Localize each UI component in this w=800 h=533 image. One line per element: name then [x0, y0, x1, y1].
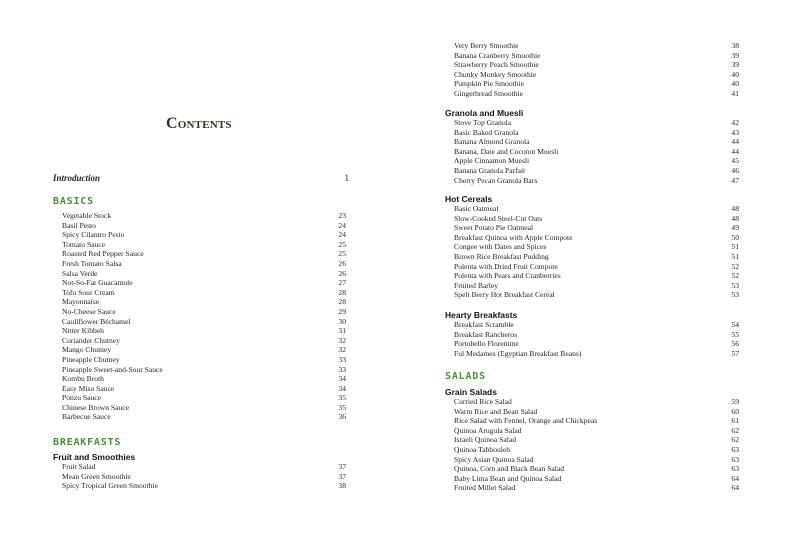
- toc-entry-page: 35: [338, 393, 346, 403]
- toc-entry: [62, 317, 346, 327]
- toc-entry-page: 24: [338, 220, 346, 230]
- toc-entry-page: 34: [338, 374, 346, 384]
- toc-entry-page: 23: [338, 211, 346, 220]
- toc-entry-page: 60: [731, 406, 739, 416]
- toc-entry-page: 46: [731, 165, 739, 175]
- toc-entry: [62, 384, 346, 394]
- toc-entry-name: Spicy Cilantro Pesto: [62, 230, 125, 240]
- toc-entry: [454, 339, 739, 349]
- toc-entry-page: 49: [731, 223, 739, 233]
- toc-entry-name: Brown Rice Breakfast Pudding: [454, 251, 549, 261]
- toc-entry-page: 56: [731, 339, 739, 349]
- toc-entry-name: Mayonnaise: [62, 297, 100, 307]
- toc-entry-page: 33: [338, 354, 346, 364]
- toc-entry-page: 59: [731, 397, 739, 406]
- toc-entry: [62, 481, 346, 491]
- subsection-heading-cereals: Hot Cereals: [445, 194, 493, 204]
- toc-entry-name: Tofu Sour Cream: [62, 287, 115, 297]
- granola-list: [454, 118, 739, 185]
- toc-entry-name: Nitter Kibbeh: [62, 326, 104, 336]
- right-page: [400, 0, 800, 533]
- toc-entry-name: Apple Cinnamon Muesli: [454, 156, 530, 166]
- toc-entry: [454, 214, 739, 224]
- toc-entry: [62, 249, 346, 259]
- toc-entry: [454, 70, 739, 80]
- toc-entry: [62, 336, 346, 346]
- toc-entry-name: Chunky Monkey Smoothie: [454, 69, 537, 79]
- toc-entry: [454, 89, 739, 99]
- toc-entry: [454, 464, 739, 474]
- toc-entry: [454, 435, 739, 445]
- toc-entry: [62, 307, 346, 317]
- toc-entry-name: Spicy Asian Quinoa Salad: [454, 454, 534, 464]
- toc-entry-page: 37: [338, 462, 346, 471]
- toc-entry-name: Barbecue Sauce: [62, 412, 111, 422]
- toc-entry: [62, 472, 346, 482]
- toc-entry-page: 53: [731, 280, 739, 290]
- toc-entry-page: 63: [731, 444, 739, 454]
- section-heading-basics: BASICS: [53, 196, 94, 207]
- toc-entry-page: 45: [731, 156, 739, 166]
- toc-entry: [454, 426, 739, 436]
- toc-entry-page: 57: [731, 348, 739, 358]
- toc-entry-name: Spicy Tropical Green Smoothie: [62, 481, 158, 491]
- toc-entry-name: Easy Miso Sauce: [62, 383, 115, 393]
- toc-entry-page: 42: [731, 118, 739, 127]
- toc-entry: [454, 483, 739, 493]
- toc-entry: [454, 349, 739, 359]
- toc-entry-page: 34: [338, 383, 346, 393]
- toc-entry-page: 41: [731, 88, 739, 98]
- page-title: Contents: [166, 115, 232, 132]
- toc-entry-name: No-Cheese Sauce: [62, 306, 116, 316]
- toc-entry-page: 32: [338, 335, 346, 345]
- toc-entry: [454, 242, 739, 252]
- toc-entry-page: 31: [338, 326, 346, 336]
- toc-entry-page: 62: [731, 435, 739, 445]
- toc-entry: [454, 223, 739, 233]
- toc-entry-name: Banana Almond Granola: [454, 137, 530, 147]
- toc-entry: [454, 330, 739, 340]
- toc-entry-page: 40: [731, 79, 739, 89]
- toc-entry-page: 43: [731, 127, 739, 137]
- fruit-list: [62, 462, 346, 491]
- basics-list: [62, 211, 346, 422]
- toc-entry-name: Baby Lima Bean and Quinoa Salad: [454, 473, 562, 483]
- toc-entry-name: Breakfast Rancheros: [454, 329, 518, 339]
- toc-entry-page: 61: [731, 416, 739, 426]
- toc-entry-page: 52: [731, 261, 739, 271]
- toc-entry-name: Kombu Broth: [62, 374, 104, 384]
- toc-entry-name: Vegetable Stock: [62, 211, 112, 220]
- toc-entry: [62, 230, 346, 240]
- toc-entry-name: Basic Baked Granola: [454, 127, 519, 137]
- toc-entry-page: 38: [731, 41, 739, 50]
- toc-entry: [454, 128, 739, 138]
- toc-entry-name: Fruited Barley: [454, 280, 499, 290]
- toc-entry-page: 54: [731, 320, 739, 329]
- toc-entry: [454, 416, 739, 426]
- toc-entry-page: 62: [731, 425, 739, 435]
- toc-entry: [62, 211, 346, 221]
- toc-entry-page: 63: [731, 464, 739, 474]
- toc-entry-page: 24: [338, 230, 346, 240]
- toc-entry: [454, 204, 739, 214]
- toc-entry-page: 37: [338, 471, 346, 481]
- toc-entry-name: Polenta with Dried Fruit Compote: [454, 261, 558, 271]
- toc-entry: [454, 252, 739, 262]
- toc-entry-page: 52: [731, 271, 739, 281]
- toc-entry: [454, 166, 739, 176]
- toc-entry-page: 64: [731, 483, 739, 493]
- toc-entry-name: Breakfast Quinoa with Apple Compote: [454, 232, 573, 242]
- toc-entry-name: Rice Salad with Fennel, Orange and Chickpeas: [454, 416, 598, 426]
- toc-entry-page: 63: [731, 454, 739, 464]
- section-heading-salads: SALADS: [445, 371, 486, 382]
- toc-entry: [62, 412, 346, 422]
- toc-entry: [454, 51, 739, 61]
- toc-entry: [454, 445, 739, 455]
- toc-entry-name: Coriander Chutney: [62, 335, 120, 345]
- toc-entry-name: Not-So-Fat Guacamole: [62, 278, 133, 288]
- toc-entry: [454, 271, 739, 281]
- toc-entry-page: 29: [338, 306, 346, 316]
- toc-entry: [62, 462, 346, 472]
- toc-entry-name: Strawberry Peach Smoothie: [454, 60, 539, 70]
- smoothies-list: [454, 41, 739, 99]
- toc-entry-name: Tomato Sauce: [62, 239, 106, 249]
- toc-entry-page: 35: [338, 402, 346, 412]
- toc-entry-page: 39: [731, 50, 739, 60]
- toc-entry-name: Sweet Potato Pie Oatmeal: [454, 223, 534, 233]
- toc-entry-name: Chinese Brown Sauce: [62, 402, 130, 412]
- toc-entry-name: Fruited Millet Salad: [454, 483, 516, 493]
- toc-entry-page: 30: [338, 316, 346, 326]
- toc-entry-name: Mango Chutney: [62, 345, 112, 355]
- toc-entry-name: Banana Granola Parfait: [454, 165, 526, 175]
- toc-entry: [62, 240, 346, 250]
- cereals-list: [454, 204, 739, 300]
- toc-intro-entry: [53, 173, 349, 183]
- toc-entry: [454, 156, 739, 166]
- toc-entry-page: 33: [338, 364, 346, 374]
- toc-entry-name: Curried Rice Salad: [454, 397, 512, 406]
- toc-entry: [62, 221, 346, 231]
- toc-entry: [62, 269, 346, 279]
- subsection-heading-granola: Granola and Muesli: [445, 108, 524, 118]
- toc-entry-page: 1: [344, 173, 349, 183]
- toc-entry: [454, 41, 739, 51]
- toc-entry-page: 55: [731, 329, 739, 339]
- toc-entry: [454, 147, 739, 157]
- toc-entry-name: Spelt Berry Hot Breakfast Cereal: [454, 290, 555, 300]
- grain-salads-list: [454, 397, 739, 493]
- toc-entry-page: 64: [731, 473, 739, 483]
- toc-entry: [454, 118, 739, 128]
- toc-entry-name: Portobello Florentine: [454, 339, 519, 349]
- toc-entry-name: Slow-Cooked Steel-Cut Oats: [454, 213, 543, 223]
- toc-entry: [454, 137, 739, 147]
- toc-entry-page: 50: [731, 232, 739, 242]
- subsection-heading-fruit: Fruit and Smoothies: [53, 452, 136, 462]
- toc-entry: [454, 60, 739, 70]
- toc-entry-name: Mean Green Smoothie: [62, 471, 131, 481]
- toc-entry-name: Pumpkin Pie Smoothie: [454, 79, 525, 89]
- toc-entry-name: Congee with Dates and Spices: [454, 242, 547, 252]
- toc-entry-page: 38: [338, 481, 346, 491]
- toc-entry-name: Israeli Quinoa Salad: [454, 435, 516, 445]
- hearty-list: [454, 320, 739, 358]
- toc-entry-page: 48: [731, 204, 739, 213]
- toc-entry: [454, 262, 739, 272]
- toc-entry-name: Pineapple Sweet-and-Sour Sauce: [62, 364, 163, 374]
- toc-entry-name: Pineapple Chutney: [62, 354, 120, 364]
- toc-entry: [62, 365, 346, 375]
- toc-entry-page: 32: [338, 345, 346, 355]
- toc-entry: [454, 474, 739, 484]
- toc-entry-page: 26: [338, 268, 346, 278]
- toc-entry-page: 47: [731, 175, 739, 185]
- toc-entry-page: 28: [338, 287, 346, 297]
- toc-entry: [454, 176, 739, 186]
- toc-entry-page: 25: [338, 239, 346, 249]
- toc-entry: [62, 288, 346, 298]
- toc-entry-name: Very Berry Smoothie: [454, 41, 519, 50]
- toc-entry-name: Quinoa, Corn and Black Bean Salad: [454, 464, 565, 474]
- toc-entry: [454, 407, 739, 417]
- toc-entry: [62, 326, 346, 336]
- toc-entry: [62, 345, 346, 355]
- toc-entry: [62, 278, 346, 288]
- toc-entry-page: 26: [338, 258, 346, 268]
- toc-entry-name: Ful Medames (Egyptian Breakfast Beans): [454, 348, 582, 358]
- toc-entry-name: Banana, Date and Coconut Muesli: [454, 146, 559, 156]
- toc-entry-page: 48: [731, 213, 739, 223]
- toc-entry-page: 51: [731, 251, 739, 261]
- toc-entry-name: Cauliflower Béchamel: [62, 316, 131, 326]
- toc-entry-page: 51: [731, 242, 739, 252]
- toc-entry-name: Quinoa Tabbouleh: [454, 444, 511, 454]
- toc-entry-page: 25: [338, 249, 346, 259]
- toc-entry-name: Fruit Salad: [62, 462, 96, 471]
- toc-entry-name: Basil Pesto: [62, 220, 96, 230]
- toc-entry-page: 40: [731, 69, 739, 79]
- toc-entry-name: Cherry Pecan Granola Bars: [454, 175, 538, 185]
- toc-entry-name: Fresh Tomato Salsa: [62, 258, 122, 268]
- toc-entry-page: 53: [731, 290, 739, 300]
- toc-entry: [62, 355, 346, 365]
- toc-entry-page: 36: [338, 412, 346, 422]
- toc-entry: [454, 79, 739, 89]
- toc-entry: [62, 259, 346, 269]
- toc-entry-name: Quinoa Arugula Salad: [454, 425, 522, 435]
- toc-entry-name: Breakfast Scramble: [454, 320, 514, 329]
- toc-entry: [454, 281, 739, 291]
- toc-entry-page: 44: [731, 137, 739, 147]
- toc-entry: [454, 290, 739, 300]
- toc-entry-name: Warm Rice and Bean Salad: [454, 406, 538, 416]
- toc-entry: [454, 320, 739, 330]
- toc-entry-name: Gingerbread Smoothie: [454, 88, 523, 98]
- toc-entry-name: Stove Top Granola: [454, 118, 512, 127]
- toc-entry-page: 44: [731, 146, 739, 156]
- toc-entry: [62, 297, 346, 307]
- toc-entry-page: 27: [338, 278, 346, 288]
- toc-entry: [454, 397, 739, 407]
- toc-entry-name: Basic Oatmeal: [454, 204, 499, 213]
- toc-entry: [62, 393, 346, 403]
- toc-entry-page: 28: [338, 297, 346, 307]
- toc-entry-name: Polenta with Pears and Cranberries: [454, 271, 561, 281]
- toc-entry: [62, 403, 346, 413]
- toc-entry-name: Ponzu Sauce: [62, 393, 102, 403]
- toc-entry-name: Salsa Verde: [62, 268, 98, 278]
- section-heading-breakfasts: BREAKFASTS: [53, 437, 122, 448]
- toc-entry: [454, 455, 739, 465]
- toc-entry-page: 39: [731, 60, 739, 70]
- subsection-heading-grain: Grain Salads: [445, 387, 497, 397]
- toc-entry: [62, 374, 346, 384]
- toc-entry-name: Banana Cranberry Smoothie: [454, 50, 541, 60]
- subsection-heading-hearty: Hearty Breakfasts: [445, 310, 518, 320]
- toc-entry-name: Roasted Red Pepper Sauce: [62, 249, 144, 259]
- toc-entry-name: Introduction: [53, 173, 101, 183]
- toc-entry: [454, 233, 739, 243]
